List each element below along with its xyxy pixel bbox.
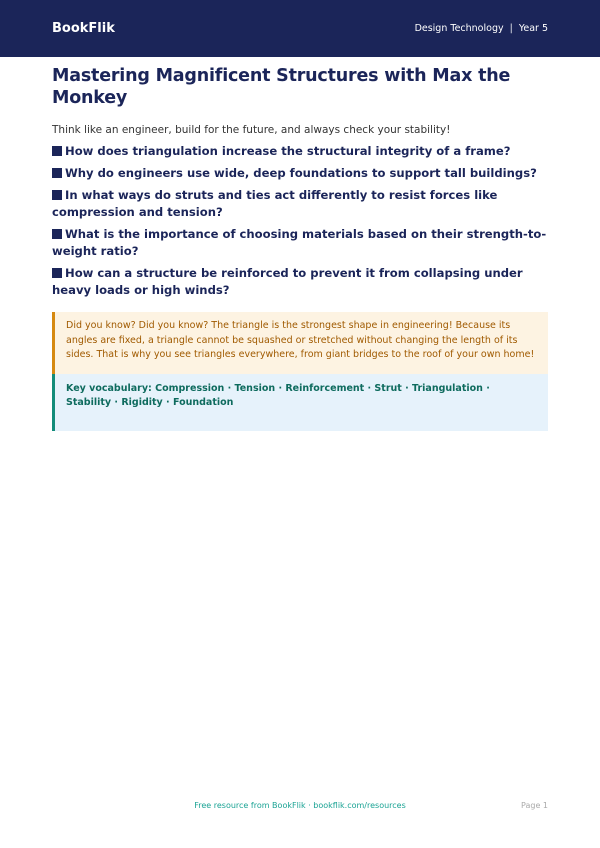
header-bar <box>0 0 600 57</box>
page-title: Mastering Magnificent Structures with Max the Monkey <box>52 66 511 108</box>
question-text: How does triangulation increase the structural integrity of a frame? <box>65 144 511 158</box>
page-number: Page 1 <box>521 801 548 810</box>
page-footer <box>52 801 548 815</box>
square-bullet-icon <box>52 229 62 239</box>
question-item <box>52 143 548 160</box>
question-item <box>52 187 548 221</box>
square-bullet-icon <box>52 168 62 178</box>
worksheet-content <box>52 65 548 431</box>
meta-separator: | <box>509 23 513 34</box>
key-vocabulary-box: Key vocabulary: Compression · Tension · Reinforcement · Strut · Triangulation · Stability · Rigidity · Foundation <box>52 374 548 431</box>
question-list <box>52 143 548 299</box>
brand-logo[interactable]: BookFlik <box>52 21 115 36</box>
did-you-know-callout: Did you know? Did you know? The triangle is the strongest shape in engineering! Because its angles are fixed, a triangle cannot be squashed or stretched without changing the length of its sides. That is why you see triangles everywhere, from giant bridges to the roof of your own home! <box>52 312 548 374</box>
question-item <box>52 226 548 260</box>
square-bullet-icon <box>52 146 62 156</box>
subject-label: Design Technology <box>414 23 504 34</box>
question-text: In what ways do struts and ties act differently to resist forces like compression and tension? <box>52 188 498 219</box>
question-text: How can a structure be reinforced to prevent it from collapsing under heavy loads or high winds? <box>52 266 523 297</box>
square-bullet-icon <box>52 190 62 200</box>
year-label: Year 5 <box>518 23 548 34</box>
question-text: Why do engineers use wide, deep foundations to support tall buildings? <box>65 166 537 180</box>
question-item <box>52 265 548 299</box>
header-meta <box>415 23 548 34</box>
question-item <box>52 165 548 182</box>
square-bullet-icon <box>52 268 62 278</box>
page-subtitle: Think like an engineer, build for the future, and always check your stability! <box>52 124 451 136</box>
question-text: What is the importance of choosing materials based on their strength-to-weight ratio? <box>52 227 547 258</box>
footer-credit-link[interactable]: Free resource from BookFlik · bookflik.com/resources <box>194 801 406 810</box>
